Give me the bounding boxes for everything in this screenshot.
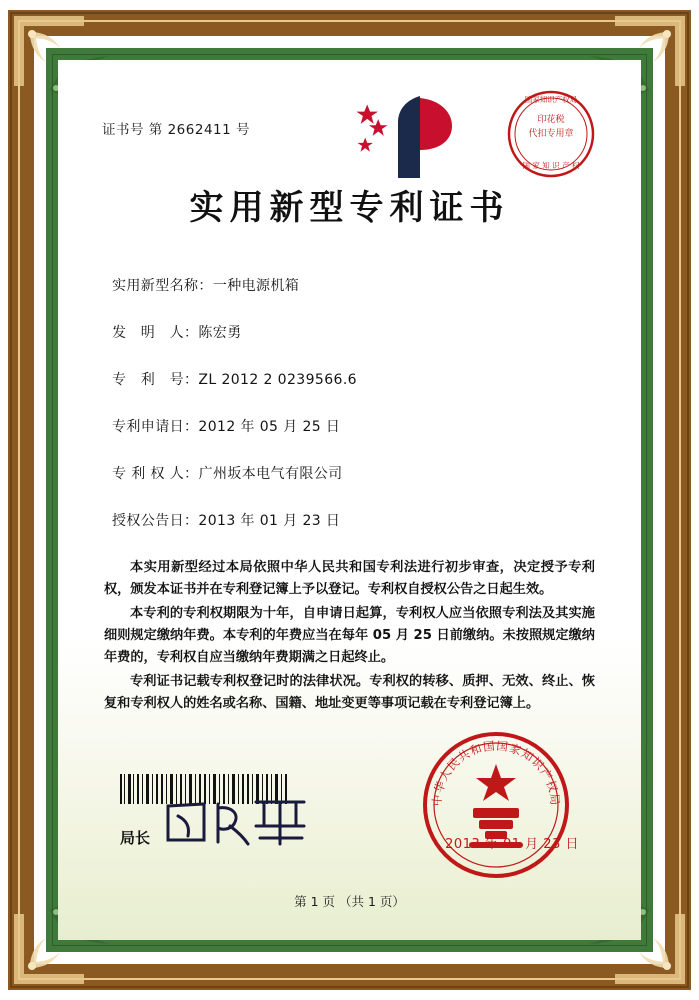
field-label: 授权公告日： bbox=[112, 513, 199, 529]
svg-text:印花税: 印花税 bbox=[537, 115, 565, 125]
field-label: 专 利 权 人： bbox=[112, 466, 199, 482]
signature-block bbox=[120, 796, 310, 848]
svg-text:代扣专用章: 代扣专用章 bbox=[528, 129, 574, 139]
field-value: 2013 年 01 月 23 日 bbox=[198, 513, 341, 529]
field-grant-date bbox=[112, 510, 597, 530]
svg-text:国 家 知 识 产 权: 国 家 知 识 产 权 bbox=[522, 161, 580, 170]
certificate-page bbox=[58, 60, 641, 940]
field-label: 实用新型名称： bbox=[112, 278, 213, 294]
paragraph: 本实用新型经过本局依照中华人民共和国专利法进行初步审查，决定授予专利权，颁发本证书并在专利登记簿上予以登记。专利权自授权公告之日起生效。 bbox=[104, 560, 595, 597]
paragraph: 本专利的专利权期限为十年，自申请日起算，专利权人应当依照专利法及其实施细则规定缴纳年费。本专利的年费应当在每年 05 月 25 日前缴纳。未按照规定缴纳年费的，专利权自应当缴纳年费期满之日起终止。 bbox=[104, 606, 595, 665]
field-invention-name bbox=[112, 275, 597, 295]
certificate-number: 证书号 第 2662411 号 bbox=[102, 122, 250, 138]
field-value: 陈宏勇 bbox=[198, 325, 242, 341]
handwritten-signature-icon bbox=[160, 796, 310, 848]
seal-date: 2013 年 01 月 23 日 bbox=[445, 837, 579, 852]
sipo-logo-icon bbox=[354, 92, 464, 184]
page-number: 第 1 页 （共 1 页） bbox=[294, 894, 405, 909]
field-patentee bbox=[112, 463, 597, 483]
field-value: 2012 年 05 月 25 日 bbox=[198, 419, 341, 435]
tax-stamp-seal bbox=[505, 88, 597, 180]
field-value: 广州坂本电气有限公司 bbox=[198, 466, 343, 482]
field-label: 专利申请日： bbox=[112, 419, 199, 435]
field-application-date bbox=[112, 416, 597, 436]
svg-text:中华人民共和国国家知识产权局: 中华人民共和国国家知识产权局 bbox=[429, 738, 563, 807]
field-label: 专 利 号： bbox=[112, 372, 199, 388]
field-inventor bbox=[112, 322, 597, 342]
paragraph: 专利证书记载专利权登记时的法律状况。专利权的转移、质押、无效、终止、恢复和专利权人的姓名或名称、国籍、地址变更等事项记载在专利登记簿上。 bbox=[104, 674, 595, 711]
field-value: 一种电源机箱 bbox=[212, 278, 300, 294]
field-label: 发 明 人： bbox=[112, 325, 199, 341]
svg-text:国家知识产权局: 国家知识产权局 bbox=[524, 95, 578, 104]
fields-list bbox=[102, 275, 597, 530]
legal-text bbox=[102, 557, 597, 715]
field-patent-number bbox=[112, 369, 597, 389]
signature-label: 局长 bbox=[120, 829, 151, 847]
page-title: 实用新型专利证书 bbox=[189, 188, 510, 228]
national-seal bbox=[421, 730, 571, 880]
field-value: ZL 2012 2 0239566.6 bbox=[198, 372, 357, 388]
